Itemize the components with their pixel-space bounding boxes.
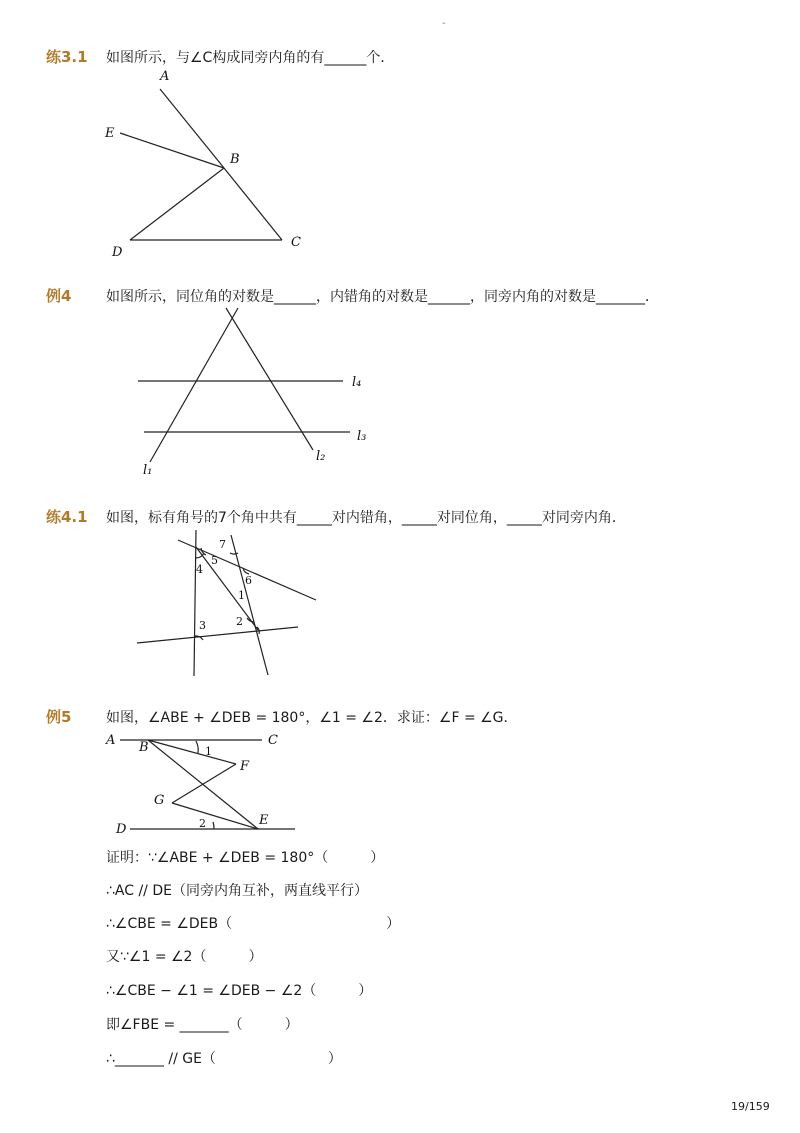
proof-line-7: ∴_______ // GE（ ）	[106, 1051, 342, 1067]
point-label-a: A	[106, 733, 116, 748]
line-label-l3: l₃	[357, 429, 367, 444]
segment-fg	[172, 764, 236, 803]
proof-line-1: 证明：∵∠ABE + ∠DEB = 180°（ ）	[106, 850, 385, 866]
angle-arc-2	[213, 822, 214, 829]
line-label-l2: l₂	[316, 449, 326, 464]
line-label-l4: l₄	[352, 375, 362, 390]
point-label-b: B	[230, 152, 240, 167]
exercise-text-3-1: 如图所示，与∠C构成同旁内角的有______个．	[106, 50, 395, 66]
point-label-d: D	[112, 245, 123, 260]
angle-label-4: 4	[196, 563, 203, 576]
exercise-label-4-1: 练4.1	[46, 508, 88, 526]
point-label-c: C	[268, 733, 278, 748]
angle-label-6: 6	[245, 574, 252, 587]
point-label-a: A	[160, 69, 170, 84]
angle-label-2: 2	[236, 615, 243, 628]
line-label-l1: l₁	[143, 463, 153, 478]
angle-label-1: 1	[238, 589, 245, 602]
header-mark: -	[442, 18, 446, 29]
point-label-d: D	[116, 822, 127, 837]
example-text-4: 如图所示，同位角的对数是______，内错角的对数是______，同旁内角的对数是_______．	[106, 289, 659, 305]
proof-line-3: ∴∠CBE = ∠DEB（ ）	[106, 916, 401, 932]
segment-bf	[148, 740, 236, 764]
segment-ge	[172, 803, 258, 829]
example-label-4: 例4	[46, 287, 72, 305]
proof-line-6: 即∠FBE = _______（ ）	[106, 1017, 299, 1033]
point-label-b: B	[139, 740, 149, 755]
angle-label-3: 3	[199, 619, 206, 632]
exercise-text-4-1: 如图，标有角号的7个角中共有_____对内错角，_____对同位角，_____对同旁内角．	[106, 510, 626, 526]
angle-label-2: 2	[199, 817, 206, 830]
angle-label-7: 7	[219, 538, 226, 551]
example-label-5: 例5	[46, 708, 72, 726]
angle-label-1: 1	[205, 745, 212, 758]
example-text-5: 如图，∠ABE + ∠DEB = 180°，∠1 = ∠2．求证：∠F = ∠G．	[106, 710, 518, 726]
page-number: 19/159	[731, 1100, 770, 1113]
point-label-c: C	[291, 235, 301, 250]
point-label-e: E	[105, 126, 115, 141]
angle-label-5: 5	[211, 554, 218, 567]
point-label-f: F	[240, 759, 250, 774]
angle-arc-1	[196, 741, 198, 753]
proof-line-2: ∴AC // DE（同旁内角互补，两直线平行）	[106, 883, 368, 899]
proof-line-4: 又∵∠1 = ∠2（ ）	[106, 949, 263, 965]
exercise-label-3-1: 练3.1	[46, 48, 88, 66]
point-label-g: G	[154, 793, 165, 808]
proof-line-5: ∴∠CBE − ∠1 = ∠DEB − ∠2（ ）	[106, 983, 373, 999]
point-label-e: E	[259, 813, 269, 828]
